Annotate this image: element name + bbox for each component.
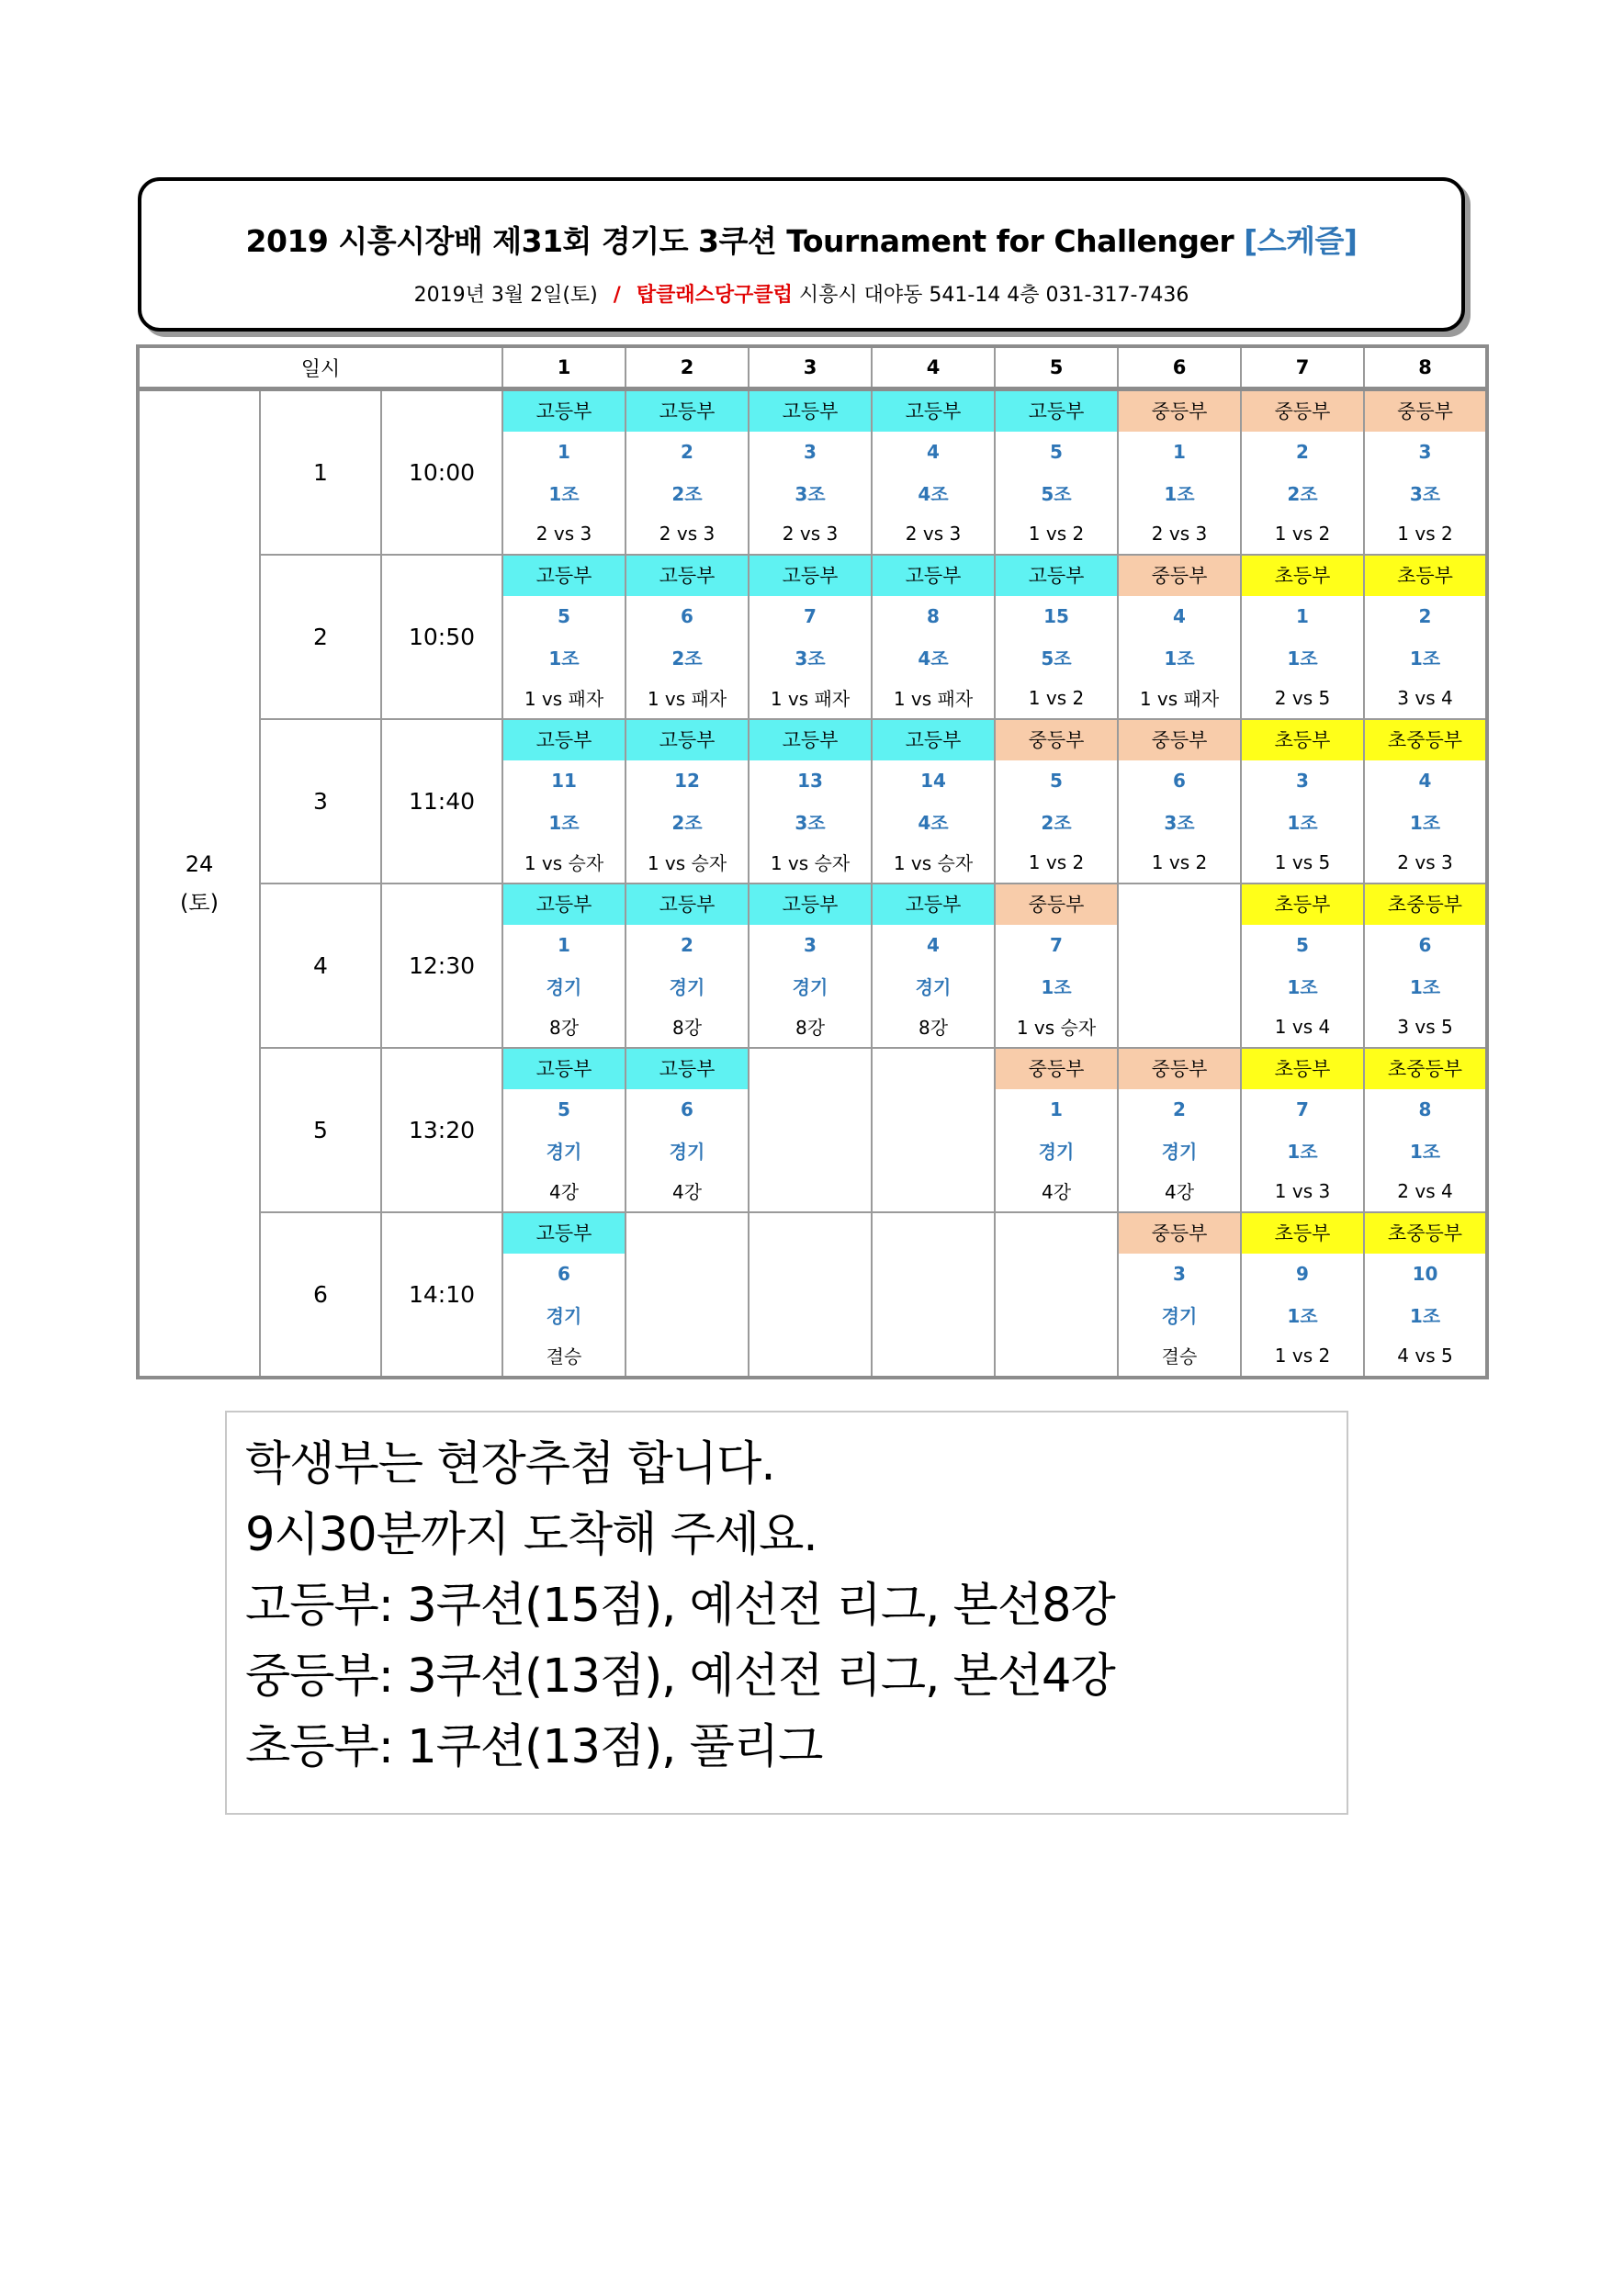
match-number: 2 xyxy=(681,934,693,957)
match-cell xyxy=(1364,719,1487,884)
match-cell xyxy=(626,389,749,556)
match-cell xyxy=(749,884,872,1048)
match-group: 1조 xyxy=(1409,811,1441,834)
match-cell xyxy=(626,884,749,1048)
match-number: 1 xyxy=(1050,1098,1063,1121)
match-cell xyxy=(1118,1212,1241,1378)
division-label: 초중등부 xyxy=(1365,1213,1485,1254)
division-label: 고등부 xyxy=(626,391,748,432)
match-number: 4 xyxy=(927,934,940,957)
match-group: 1조 xyxy=(1409,1140,1441,1163)
division-label: 초등부 xyxy=(1242,720,1363,760)
empty-slot xyxy=(626,1212,749,1378)
match-group: 3조 xyxy=(1409,482,1441,505)
match-pairing: 2 vs 4 xyxy=(1397,1179,1453,1202)
match-cell xyxy=(995,389,1118,556)
match-pairing: 1 vs 패자 xyxy=(524,688,604,711)
match-cell xyxy=(1364,884,1487,1048)
match-group: 4조 xyxy=(918,482,949,505)
match-pairing: 1 vs 패자 xyxy=(770,688,851,711)
match-group: 1조 xyxy=(548,811,580,834)
division-label: 초등부 xyxy=(1242,1049,1363,1089)
match-number: 8 xyxy=(1418,1098,1432,1121)
match-group: 경기 xyxy=(546,1140,582,1163)
division-label: 고등부 xyxy=(626,556,748,596)
match-pairing: 결승 xyxy=(1161,1345,1198,1368)
match-group: 경기 xyxy=(546,975,582,998)
round-number: 1 xyxy=(260,389,381,556)
match-number: 1 xyxy=(1296,605,1309,628)
match-pairing: 8강 xyxy=(671,1017,703,1040)
match-pairing: 1 vs 패자 xyxy=(893,688,974,711)
match-number: 4 xyxy=(1418,770,1432,793)
match-cell xyxy=(995,555,1118,719)
match-number: 2 xyxy=(681,441,693,464)
match-cell xyxy=(995,884,1118,1048)
match-group: 1조 xyxy=(1041,975,1072,998)
match-number: 4 xyxy=(1173,605,1186,628)
match-pairing: 2 vs 3 xyxy=(782,522,839,545)
match-cell xyxy=(626,1048,749,1212)
match-group: 2조 xyxy=(671,647,703,670)
match-pairing: 8강 xyxy=(548,1017,580,1040)
division-label: 고등부 xyxy=(873,884,994,925)
match-pairing: 3 vs 5 xyxy=(1397,1015,1453,1038)
match-number: 5 xyxy=(558,605,570,628)
match-group: 1조 xyxy=(1409,1304,1441,1327)
title-tag: [스케즐] xyxy=(1244,223,1358,259)
division-label: 초등부 xyxy=(1242,1213,1363,1254)
match-group: 경기 xyxy=(1038,1140,1075,1163)
match-pairing: 1 vs 패자 xyxy=(647,688,727,711)
match-group: 1조 xyxy=(548,647,580,670)
division-label: 고등부 xyxy=(626,884,748,925)
division-label: 고등부 xyxy=(503,884,625,925)
match-group: 3조 xyxy=(795,647,826,670)
table-column-header: 1 xyxy=(502,346,626,389)
match-number: 6 xyxy=(1418,934,1432,957)
match-cell xyxy=(872,555,995,719)
match-cell xyxy=(502,555,626,719)
match-group: 경기 xyxy=(1161,1304,1198,1327)
date-weekday: (토) xyxy=(180,890,219,916)
table-column-header: 4 xyxy=(872,346,995,389)
match-group: 경기 xyxy=(669,975,705,998)
match-pairing: 1 vs 5 xyxy=(1274,850,1331,873)
match-group: 경기 xyxy=(669,1140,705,1163)
match-number: 5 xyxy=(1050,770,1063,793)
division-label: 초중등부 xyxy=(1365,1049,1485,1089)
match-cell xyxy=(872,389,995,556)
match-number: 5 xyxy=(1296,934,1309,957)
match-number: 15 xyxy=(1043,605,1069,628)
match-pairing: 4 vs 5 xyxy=(1397,1344,1453,1367)
division-label: 중등부 xyxy=(996,720,1117,760)
match-group: 2조 xyxy=(1041,811,1072,834)
match-number: 2 xyxy=(1418,605,1432,628)
empty-slot xyxy=(749,1048,872,1212)
empty-slot xyxy=(1118,884,1241,1048)
match-number: 2 xyxy=(1296,441,1309,464)
match-cell xyxy=(502,884,626,1048)
division-label: 고등부 xyxy=(503,391,625,432)
table-row xyxy=(138,1048,1487,1212)
match-number: 4 xyxy=(927,441,940,464)
round-number: 5 xyxy=(260,1048,381,1212)
match-number: 6 xyxy=(1173,770,1186,793)
match-pairing: 1 vs 2 xyxy=(1151,850,1208,873)
match-number: 6 xyxy=(558,1263,570,1286)
match-pairing: 8강 xyxy=(795,1017,826,1040)
event-date: 2019년 3월 2일(토) xyxy=(413,284,598,307)
match-group: 1조 xyxy=(548,482,580,505)
match-cell xyxy=(749,719,872,884)
division-label: 고등부 xyxy=(996,391,1117,432)
match-number: 8 xyxy=(927,605,940,628)
match-pairing: 2 vs 3 xyxy=(1151,522,1208,545)
division-label: 중등부 xyxy=(1119,720,1240,760)
table-row xyxy=(138,719,1487,884)
match-group: 4조 xyxy=(918,811,949,834)
empty-slot xyxy=(872,1048,995,1212)
division-label: 고등부 xyxy=(750,884,871,925)
title-main: 2019 시흥시장배 제31회 경기도 3쿠션 Tournament for Challenger xyxy=(245,223,1234,259)
division-label: 중등부 xyxy=(1119,391,1240,432)
match-number: 13 xyxy=(797,770,823,793)
division-label: 고등부 xyxy=(503,1049,625,1089)
table-column-header: 5 xyxy=(995,346,1118,389)
date-cell xyxy=(138,389,260,1379)
match-group: 1조 xyxy=(1287,1140,1318,1163)
division-label: 초등부 xyxy=(1242,556,1363,596)
match-pairing: 2 vs 3 xyxy=(535,522,592,545)
match-cell xyxy=(749,389,872,556)
match-number: 5 xyxy=(1050,441,1063,464)
table-row xyxy=(138,884,1487,1048)
document-title xyxy=(141,218,1461,261)
table-row xyxy=(138,389,1487,556)
match-group: 1조 xyxy=(1409,975,1441,998)
match-pairing: 1 vs 승자 xyxy=(1016,1017,1097,1040)
round-time: 13:20 xyxy=(381,1048,502,1212)
table-header-row xyxy=(138,346,1487,389)
division-label: 중등부 xyxy=(996,1049,1117,1089)
match-group: 1조 xyxy=(1287,647,1318,670)
notes-box xyxy=(225,1411,1348,1815)
match-group: 경기 xyxy=(915,975,952,998)
division-label: 중등부 xyxy=(996,884,1117,925)
match-cell xyxy=(1118,719,1241,884)
match-number: 6 xyxy=(681,1098,693,1121)
table-column-header: 2 xyxy=(626,346,749,389)
table-column-header: 7 xyxy=(1241,346,1364,389)
club-address: 시흥시 대야동 541-14 4층 031-317-7436 xyxy=(798,284,1189,307)
division-label: 고등부 xyxy=(873,720,994,760)
match-pairing: 1 vs 2 xyxy=(1397,522,1453,545)
round-number: 6 xyxy=(260,1212,381,1378)
match-cell xyxy=(1364,1212,1487,1378)
match-group: 5조 xyxy=(1041,647,1072,670)
match-group: 1조 xyxy=(1164,647,1195,670)
match-group: 경기 xyxy=(1161,1140,1198,1163)
note-line: 학생부는 현장추첨 합니다. xyxy=(245,1437,775,1491)
date-day: 24 xyxy=(185,851,214,877)
match-group: 5조 xyxy=(1041,482,1072,505)
match-pairing: 4강 xyxy=(1164,1181,1195,1204)
match-number: 7 xyxy=(1296,1098,1309,1121)
match-cell xyxy=(502,719,626,884)
match-number: 9 xyxy=(1296,1263,1309,1286)
match-number: 11 xyxy=(551,770,577,793)
match-group: 3조 xyxy=(1164,811,1195,834)
club-name: 탑클래스당구클럽 xyxy=(636,284,793,307)
division-label: 고등부 xyxy=(503,556,625,596)
round-number: 4 xyxy=(260,884,381,1048)
division-label: 고등부 xyxy=(750,556,871,596)
match-pairing: 1 vs 4 xyxy=(1274,1015,1331,1038)
match-pairing: 1 vs 2 xyxy=(1028,522,1085,545)
match-cell xyxy=(872,719,995,884)
division-label: 고등부 xyxy=(626,1049,748,1089)
match-pairing: 3 vs 4 xyxy=(1397,686,1453,709)
match-group: 경기 xyxy=(792,975,828,998)
match-group: 2조 xyxy=(671,811,703,834)
match-cell xyxy=(1241,719,1364,884)
match-pairing: 1 vs 승자 xyxy=(770,852,851,875)
match-pairing: 1 vs 3 xyxy=(1274,1179,1331,1202)
match-cell xyxy=(1241,389,1364,556)
match-group: 1조 xyxy=(1287,1304,1318,1327)
match-pairing: 결승 xyxy=(546,1345,582,1368)
division-label: 초등부 xyxy=(1365,556,1485,596)
match-cell xyxy=(502,1048,626,1212)
match-cell xyxy=(1118,1048,1241,1212)
header-datetime: 일시 xyxy=(138,346,502,389)
match-cell xyxy=(502,1212,626,1378)
division-label: 고등부 xyxy=(996,556,1117,596)
table-column-header: 6 xyxy=(1118,346,1241,389)
match-group: 2조 xyxy=(671,482,703,505)
match-number: 7 xyxy=(1050,934,1063,957)
match-number: 1 xyxy=(558,441,570,464)
match-cell xyxy=(1241,555,1364,719)
event-info xyxy=(141,279,1461,308)
division-label: 고등부 xyxy=(750,720,871,760)
division-label: 초중등부 xyxy=(1365,884,1485,925)
division-label: 중등부 xyxy=(1365,391,1485,432)
match-cell xyxy=(1118,389,1241,556)
match-group: 경기 xyxy=(546,1304,582,1327)
division-label: 고등부 xyxy=(750,391,871,432)
match-group: 2조 xyxy=(1287,482,1318,505)
match-number: 3 xyxy=(804,441,817,464)
match-cell xyxy=(1241,1048,1364,1212)
match-pairing: 4강 xyxy=(548,1181,580,1204)
round-time: 10:50 xyxy=(381,555,502,719)
division-label: 고등부 xyxy=(626,720,748,760)
match-cell xyxy=(1241,884,1364,1048)
match-number: 12 xyxy=(674,770,700,793)
match-cell xyxy=(749,555,872,719)
division-label: 중등부 xyxy=(1242,391,1363,432)
match-cell xyxy=(1118,555,1241,719)
match-group: 1조 xyxy=(1409,647,1441,670)
match-cell xyxy=(995,719,1118,884)
table-column-header: 3 xyxy=(749,346,872,389)
match-cell xyxy=(626,719,749,884)
match-number: 14 xyxy=(920,770,946,793)
match-pairing: 2 vs 3 xyxy=(905,522,962,545)
info-separator: / xyxy=(613,284,621,307)
schedule-table xyxy=(136,344,1489,1379)
match-pairing: 1 vs 2 xyxy=(1028,850,1085,873)
empty-slot xyxy=(872,1212,995,1378)
match-group: 4조 xyxy=(918,647,949,670)
table-column-header: 8 xyxy=(1364,346,1487,389)
division-label: 중등부 xyxy=(1119,1213,1240,1254)
match-group: 1조 xyxy=(1287,975,1318,998)
match-cell xyxy=(1364,1048,1487,1212)
match-pairing: 1 vs 2 xyxy=(1274,1344,1331,1367)
empty-slot xyxy=(995,1212,1118,1378)
match-cell xyxy=(995,1048,1118,1212)
match-pairing: 2 vs 3 xyxy=(659,522,716,545)
match-cell xyxy=(1364,555,1487,719)
round-time: 11:40 xyxy=(381,719,502,884)
match-number: 5 xyxy=(558,1098,570,1121)
match-number: 10 xyxy=(1412,1263,1438,1286)
match-cell xyxy=(1241,1212,1364,1378)
match-cell xyxy=(626,555,749,719)
empty-slot xyxy=(749,1212,872,1378)
match-pairing: 8강 xyxy=(918,1017,949,1040)
match-number: 3 xyxy=(1418,441,1432,464)
match-pairing: 2 vs 3 xyxy=(1397,850,1453,873)
match-number: 1 xyxy=(558,934,570,957)
table-row xyxy=(138,555,1487,719)
match-group: 3조 xyxy=(795,482,826,505)
match-number: 3 xyxy=(1173,1263,1186,1286)
match-pairing: 1 vs 승자 xyxy=(524,852,604,875)
match-number: 7 xyxy=(804,605,817,628)
match-pairing: 1 vs 2 xyxy=(1028,686,1085,709)
round-number: 2 xyxy=(260,555,381,719)
division-label: 고등부 xyxy=(873,391,994,432)
division-label: 중등부 xyxy=(1119,1049,1240,1089)
match-pairing: 1 vs 승자 xyxy=(893,852,974,875)
table-row xyxy=(138,1212,1487,1378)
note-line: 중등부: 3쿠션(13점), 예선전 리그, 본선4강 xyxy=(245,1649,1115,1704)
match-pairing: 1 vs 패자 xyxy=(1139,688,1220,711)
division-label: 고등부 xyxy=(503,1213,625,1254)
match-pairing: 4강 xyxy=(671,1181,703,1204)
match-number: 3 xyxy=(1296,770,1309,793)
match-number: 3 xyxy=(804,934,817,957)
round-number: 3 xyxy=(260,719,381,884)
note-line: 9시30분까지 도착해 주세요. xyxy=(245,1508,817,1562)
match-cell xyxy=(872,884,995,1048)
division-label: 고등부 xyxy=(503,720,625,760)
match-pairing: 2 vs 5 xyxy=(1274,686,1331,709)
division-label: 고등부 xyxy=(873,556,994,596)
match-group: 1조 xyxy=(1287,811,1318,834)
match-pairing: 1 vs 승자 xyxy=(647,852,727,875)
note-line: 초등부: 1쿠션(13점), 풀리그 xyxy=(245,1720,823,1774)
division-label: 중등부 xyxy=(1119,556,1240,596)
match-group: 1조 xyxy=(1164,482,1195,505)
title-box xyxy=(138,177,1465,332)
match-number: 6 xyxy=(681,605,693,628)
division-label: 초중등부 xyxy=(1365,720,1485,760)
match-group: 3조 xyxy=(795,811,826,834)
match-cell xyxy=(1364,389,1487,556)
match-pairing: 4강 xyxy=(1041,1181,1072,1204)
round-time: 10:00 xyxy=(381,389,502,556)
round-time: 14:10 xyxy=(381,1212,502,1378)
round-time: 12:30 xyxy=(381,884,502,1048)
division-label: 초등부 xyxy=(1242,884,1363,925)
match-number: 1 xyxy=(1173,441,1186,464)
match-number: 2 xyxy=(1173,1098,1186,1121)
match-cell xyxy=(502,389,626,556)
note-line: 고등부: 3쿠션(15점), 예선전 리그, 본선8강 xyxy=(245,1579,1115,1633)
match-pairing: 1 vs 2 xyxy=(1274,522,1331,545)
